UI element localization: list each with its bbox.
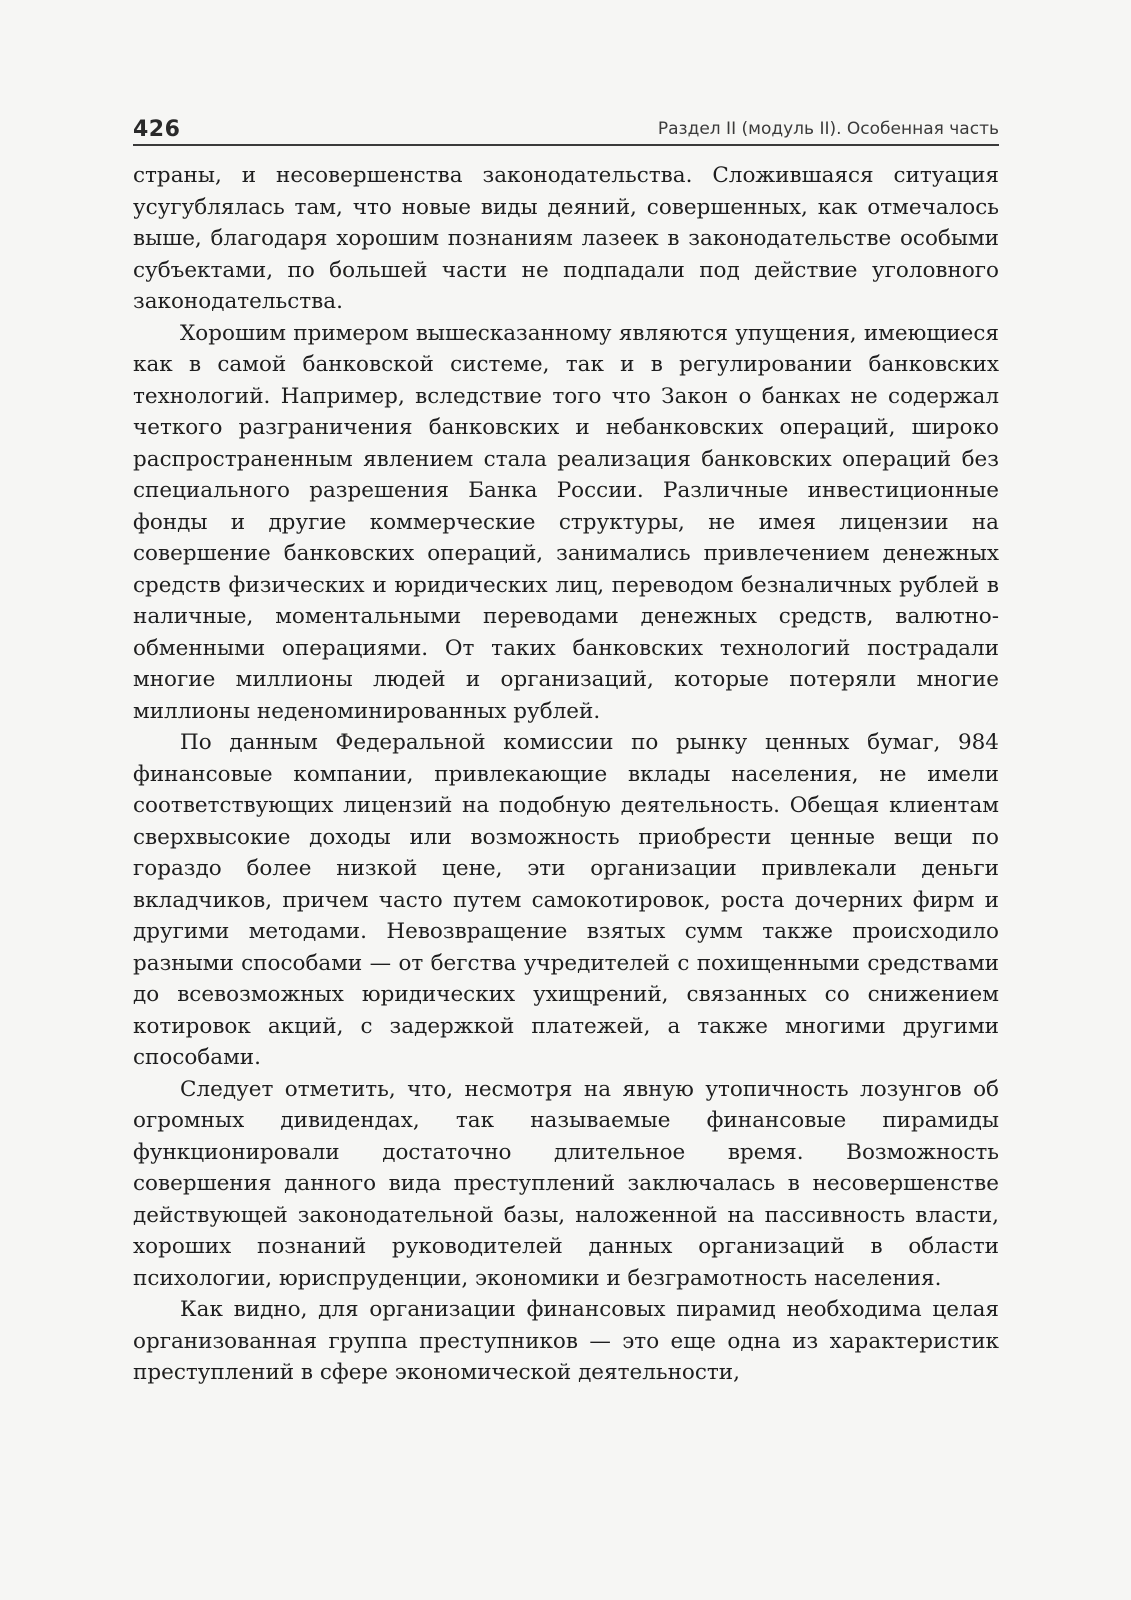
page-number: 426 (133, 117, 181, 142)
paragraph-4: Следует отметить, что, несмотря на явную утопичность лозунгов об огромных дивидендах, так называемые финансовые пирамиды функционировали достаточно длительное время. Возможность совершения данного вида преступлений заключалась в несовершенстве действующей законодательной базы, наложенной на пассивность власти, хороших познаний руководителей данных организаций в области психологии, юриспруденции, экономики и безграмотность населения. (133, 1076, 999, 1291)
paragraph-3: По данным Федеральной комиссии по рынку ценных бумаг, 984 финансовые компании, привлекающие вклады населения, не имели соответствующих лицензий на подобную деятельность. Обещая клиентам сверхвысокие доходы или возможность приобрести ценные вещи по гораздо более низкой цене, эти организации привлекали деньги вкладчиков, причем часто путем самокотировок, роста дочерних фирм и другими методами. Невозвращение взятых сумм также происходило разными способами — от бегства учредителей с похищенными средствами до всевозможных юридических ухищрений, связанных со снижением котировок акций, с задержкой платежей, а также многими другими способами. (133, 730, 999, 1070)
body-text (133, 160, 999, 1389)
page-header (133, 104, 999, 146)
paragraph-2: Хорошим примером вышесказанному являются упущения, имеющиеся как в самой банковской системе, так и в регулировании банковских технологий. Например, вследствие того что Закон о банках не содержал четкого разграничения банковских и небанковских операций, широко распространенным явлением стала реализация банковских операций без специального разрешения Банка России. Различные инвестиционные фонды и другие коммерческие структуры, не имея лицензии на совершение банковских операций, занимались привлечением денежных средств физических и юридических лиц, переводом безналичных рублей в наличные, моментальными переводами денежных средств, валютно-обменными операциями. От таких банковских технологий пострадали многие миллионы людей и организаций, которые потеряли многие миллионы неденоминированных рублей. (133, 320, 999, 724)
running-head: Раздел II (модуль II). Особенная часть (657, 119, 999, 139)
paragraph-5: Как видно, для организации финансовых пирамид необходима целая организованная группа преступников — это еще одна из характеристик преступлений в сфере экономической деятельности, (133, 1297, 999, 1385)
paragraph-1: страны, и несовершенства законодательства. Сложившаяся ситуация усугублялась там, что новые виды деяний, совершенных, как отмечалось выше, благодаря хорошим познаниям лазеек в законодательстве особыми субъектами, по большей части не подпадали под действие уголовного законодательства. (133, 163, 999, 314)
